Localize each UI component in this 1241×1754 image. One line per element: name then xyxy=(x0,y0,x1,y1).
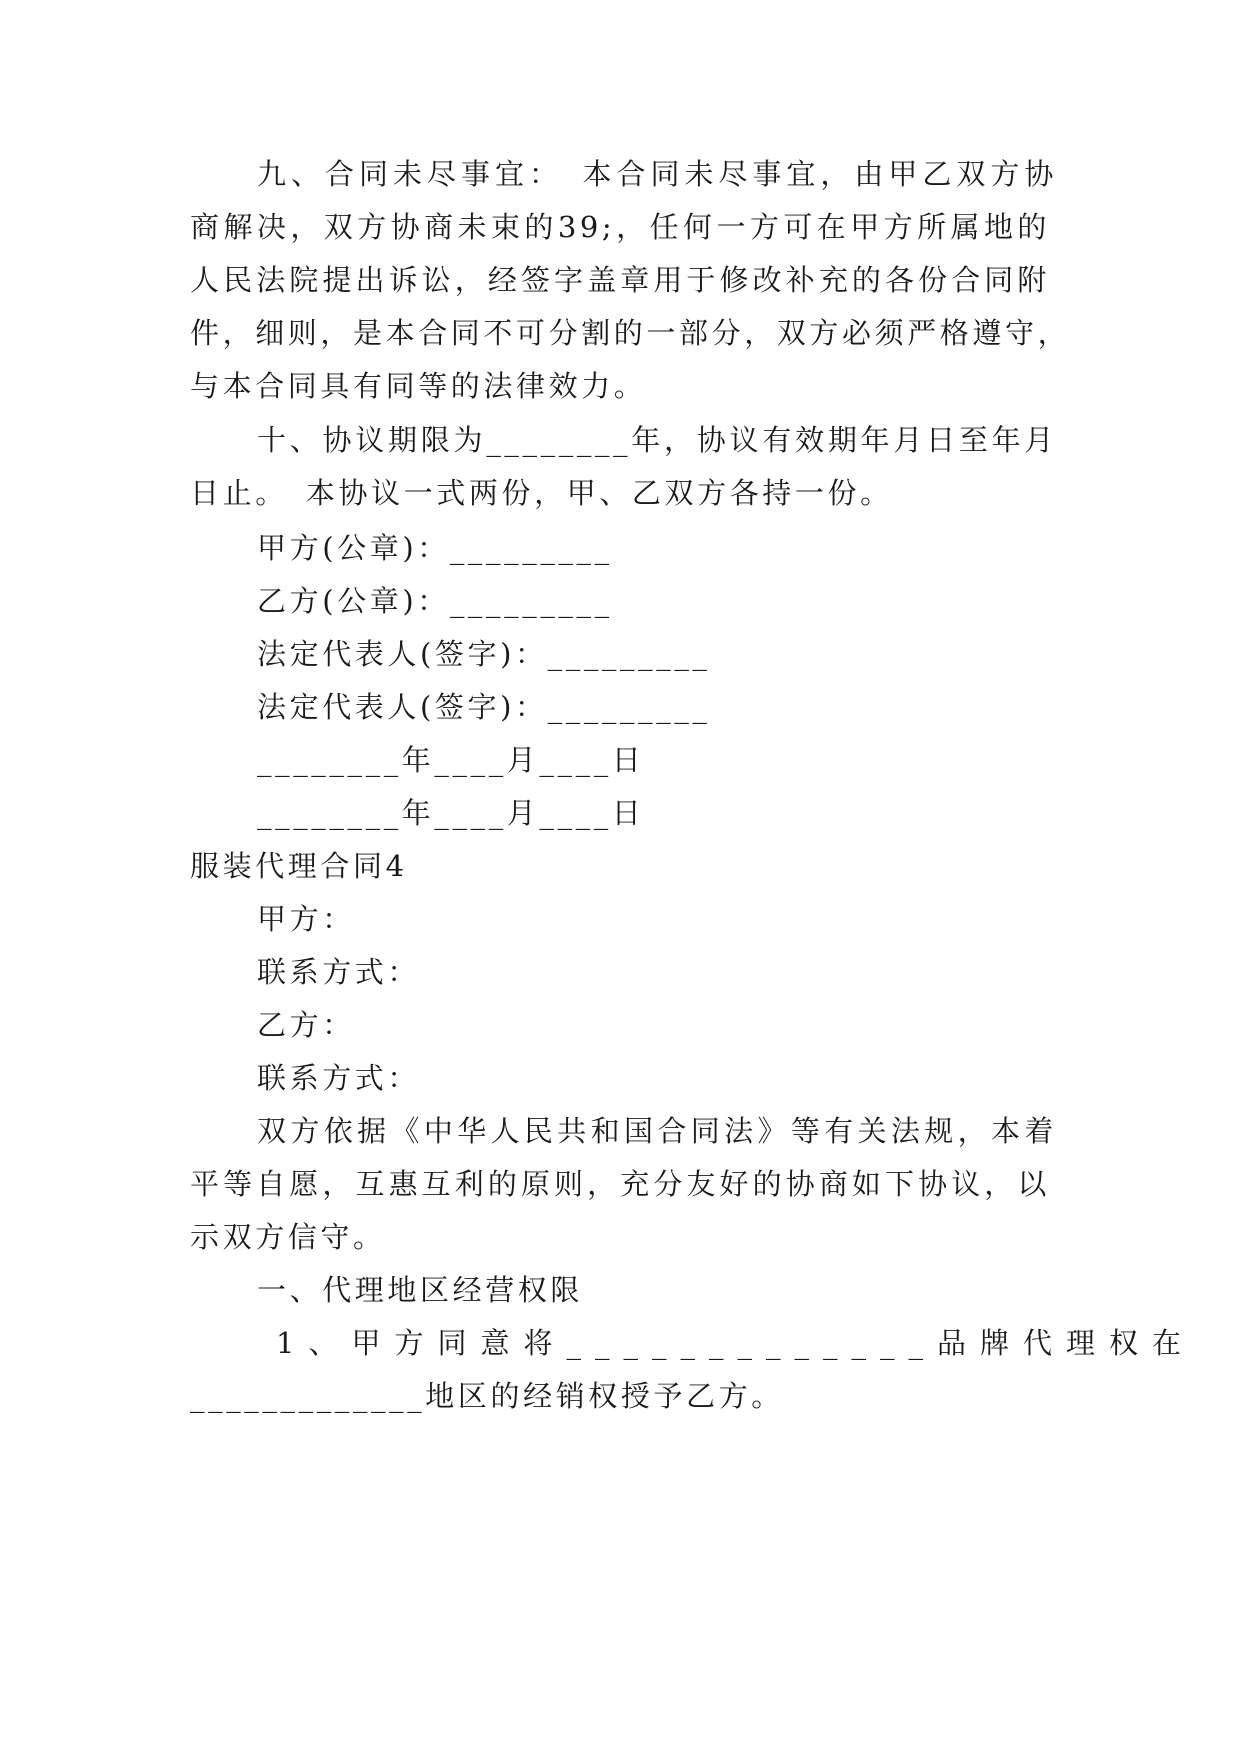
paragraph-line: 平等自愿，互惠互利的原则，充分友好的协商如下协议，以 xyxy=(190,1167,1050,1201)
contact-field: 联系方式： xyxy=(257,955,421,989)
date-line: ________年____月____日 xyxy=(257,743,645,777)
clause-line: _____________地区的经销权授予乙方。 xyxy=(190,1379,784,1413)
signature-line-party-a: 甲方(公章)：_________ xyxy=(257,531,613,565)
paragraph-line: 与本合同具有同等的法律效力。 xyxy=(190,369,647,403)
clause-heading: 一、代理地区经营权限 xyxy=(257,1273,584,1307)
paragraph-line: 商解决，双方协商未束的39;，任何一方可在甲方所属地的 xyxy=(190,210,1050,244)
date-line: ________年____月____日 xyxy=(257,796,645,830)
paragraph-line: 示双方信守。 xyxy=(190,1220,386,1254)
signature-line-representative: 法定代表人(签字)：_________ xyxy=(257,637,711,671)
paragraph-line: 件，细则，是本合同不可分割的一部分，双方必须严格遵守， xyxy=(190,316,1071,350)
section-title: 服装代理合同4 xyxy=(190,849,408,883)
paragraph-line: 十、协议期限为________年，协议有效期年月日至年月 xyxy=(257,423,1057,457)
paragraph-line: 人民法院提出诉讼，经签字盖章用于修改补充的各份合同附 xyxy=(190,263,1050,297)
paragraph-line: 双方依据《中华人民共和国合同法》等有关法规，本着 xyxy=(257,1114,1057,1148)
signature-line-representative: 法定代表人(签字)：_________ xyxy=(257,690,711,724)
party-b-field: 乙方： xyxy=(257,1008,355,1042)
clause-line: 1、甲方同意将_____________品牌代理权在 xyxy=(276,1326,1195,1360)
signature-line-party-b: 乙方(公章)：_________ xyxy=(257,584,613,618)
paragraph-line: 九、合同未尽事宜： 本合同未尽事宜，由甲乙双方协 xyxy=(257,157,1057,191)
paragraph-line: 日止。 本协议一式两份，甲、乙双方各持一份。 xyxy=(190,476,893,510)
contact-field: 联系方式： xyxy=(257,1061,421,1095)
party-a-field: 甲方： xyxy=(257,902,355,936)
